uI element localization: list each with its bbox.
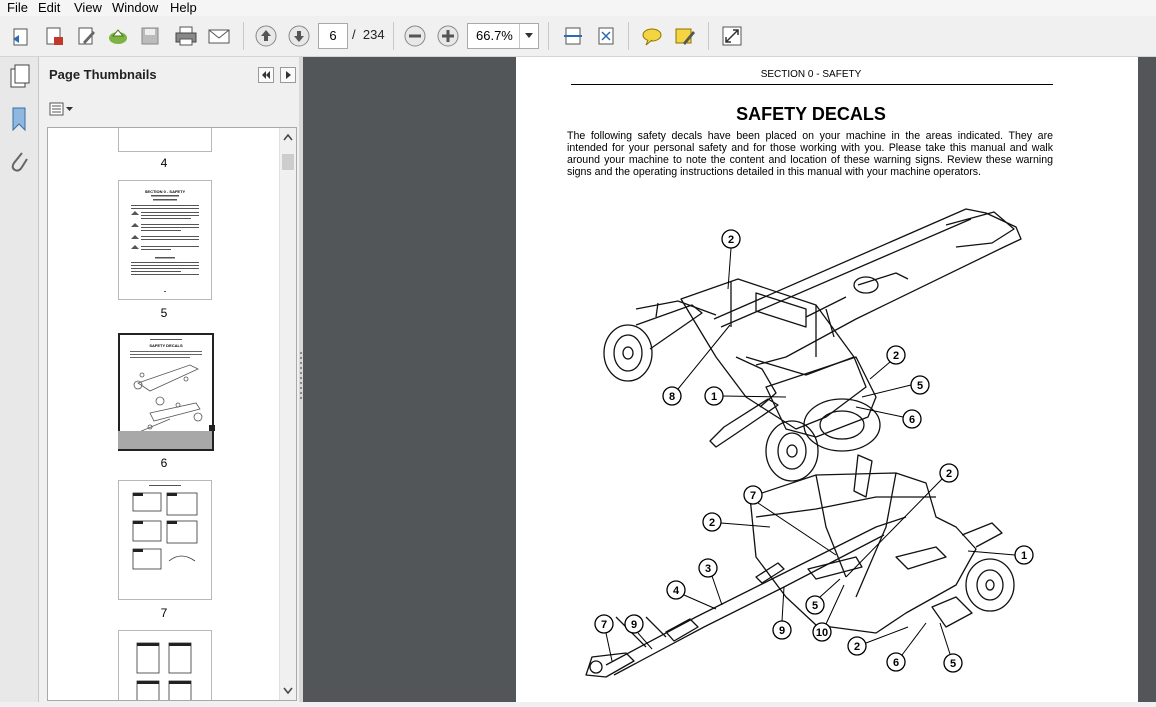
callout-bottom-7a (744, 486, 836, 555)
intro-paragraph: The following safety decals have been placed on your machine in the areas indicated. They are intended for your personal safety and for those working with you. Please take this manual and walk around your machine to note the content and location of these warning signs. Review these warning signs and the operating instructions detailed in this manual with your machine operators. (567, 130, 1053, 178)
thumbnail-scrollbar[interactable] (279, 128, 296, 700)
edit-icon[interactable] (72, 22, 100, 50)
callout-bottom-9b (625, 615, 652, 649)
callout-bottom-7b (595, 615, 613, 661)
document-view[interactable] (303, 57, 1156, 702)
toolbar-separator (393, 22, 394, 50)
thumbnail-label: 4 (160, 156, 168, 170)
callout-bottom-6 (887, 623, 926, 671)
svg-text:2: 2 (727, 234, 735, 246)
fit-page-icon[interactable] (592, 22, 620, 50)
callout-bottom-9a (773, 587, 791, 639)
print-icon[interactable] (172, 22, 200, 50)
create-pdf-icon[interactable] (40, 22, 68, 50)
svg-text:9: 9 (630, 619, 638, 631)
svg-text:2: 2 (892, 350, 900, 362)
mower-illustration (516, 57, 1138, 702)
thumbnail-label: 6 (160, 456, 168, 470)
page-total: / 234 (352, 27, 385, 42)
svg-text:6: 6 (892, 657, 900, 669)
svg-text:8: 8 (668, 391, 676, 403)
scroll-up-icon (280, 130, 296, 146)
menu-file[interactable]: File (7, 0, 28, 15)
toolbar (0, 16, 1156, 57)
menu-edit[interactable]: Edit (38, 0, 61, 15)
svg-text:2: 2 (853, 641, 861, 653)
svg-text:5: 5 (949, 658, 957, 670)
zoom-value: 66.7% (476, 28, 513, 43)
section-header: SECTION 0 - SAFETY (760, 69, 862, 80)
svg-text:6: 6 (908, 414, 916, 426)
highlight-icon[interactable] (671, 22, 699, 50)
comment-icon[interactable] (638, 22, 666, 50)
thumbnail-label: 7 (160, 606, 168, 620)
toolbar-separator (243, 22, 244, 50)
menu-view[interactable]: View (74, 0, 102, 15)
upload-icon[interactable] (104, 22, 132, 50)
scrollbar-thumb[interactable] (282, 154, 294, 170)
svg-text:3: 3 (704, 563, 712, 575)
svg-text:5: 5 (916, 380, 924, 392)
thumbnail-view-box (118, 431, 212, 449)
svg-text:10: 10 (815, 627, 829, 639)
document-title: SAFETY DECALS (736, 104, 886, 124)
save-icon[interactable] (136, 22, 164, 50)
thumbnail-panel (39, 57, 299, 702)
collapse-panel-button[interactable] (258, 67, 274, 83)
thumbnail-page-7[interactable] (118, 480, 212, 600)
svg-text:4: 4 (672, 585, 680, 597)
svg-text:7: 7 (600, 619, 608, 631)
fit-width-icon[interactable] (559, 22, 587, 50)
previous-page-icon[interactable] (252, 22, 280, 50)
svg-text:2: 2 (708, 517, 716, 529)
callout-bottom-3 (699, 559, 722, 605)
zoom-select[interactable] (467, 23, 539, 49)
email-icon[interactable] (205, 22, 233, 50)
callout-bottom-2b (703, 513, 770, 531)
svg-text:1: 1 (1020, 550, 1028, 562)
page-thumbnails-icon[interactable] (6, 63, 32, 91)
navigation-strip (0, 57, 39, 702)
document-page (516, 57, 1138, 702)
menu-help[interactable]: Help (170, 0, 197, 15)
zoom-in-icon[interactable] (434, 22, 462, 50)
callout-bottom-5a (806, 579, 840, 614)
thumbnail-page-4[interactable] (118, 127, 212, 152)
callout-bottom-5b (940, 623, 962, 672)
expand-panel-button[interactable] (280, 67, 296, 83)
callout-bottom-2a (846, 464, 958, 577)
full-screen-icon[interactable] (718, 22, 746, 50)
callout-top-2a (722, 230, 740, 289)
menu-window[interactable]: Window (112, 0, 159, 15)
thumbnail-page-6[interactable]: SAFETY DECALS (118, 333, 214, 451)
toolbar-separator (548, 22, 549, 50)
scroll-down-icon (280, 682, 296, 698)
svg-text:7: 7 (749, 490, 757, 502)
svg-text:5: 5 (811, 600, 819, 612)
next-page-icon[interactable] (285, 22, 313, 50)
svg-text:2: 2 (945, 468, 953, 480)
thumbnail-page-8[interactable] (118, 630, 212, 701)
callout-top-2b (870, 346, 905, 379)
thumbnail-label: 5 (160, 306, 168, 320)
svg-text:9: 9 (778, 625, 786, 637)
thumbnail-list[interactable] (47, 127, 297, 701)
callout-bottom-4 (667, 581, 716, 609)
open-icon[interactable] (8, 22, 36, 50)
bookmarks-icon[interactable] (6, 105, 32, 133)
thumbnail-page-5[interactable]: SECTION 0 - SAFETY (118, 180, 212, 300)
callout-top-5 (862, 376, 929, 397)
toolbar-separator (628, 22, 629, 50)
toolbar-separator (708, 22, 709, 50)
panel-options-button[interactable] (49, 102, 75, 121)
menu-bar (0, 0, 1156, 16)
page-number-input[interactable]: 6 (318, 23, 348, 49)
attachments-icon[interactable] (6, 147, 32, 175)
chevron-down-icon[interactable] (519, 24, 538, 48)
panel-title: Page Thumbnails (49, 67, 157, 82)
svg-text:1: 1 (710, 391, 718, 403)
zoom-out-icon[interactable] (401, 22, 429, 50)
